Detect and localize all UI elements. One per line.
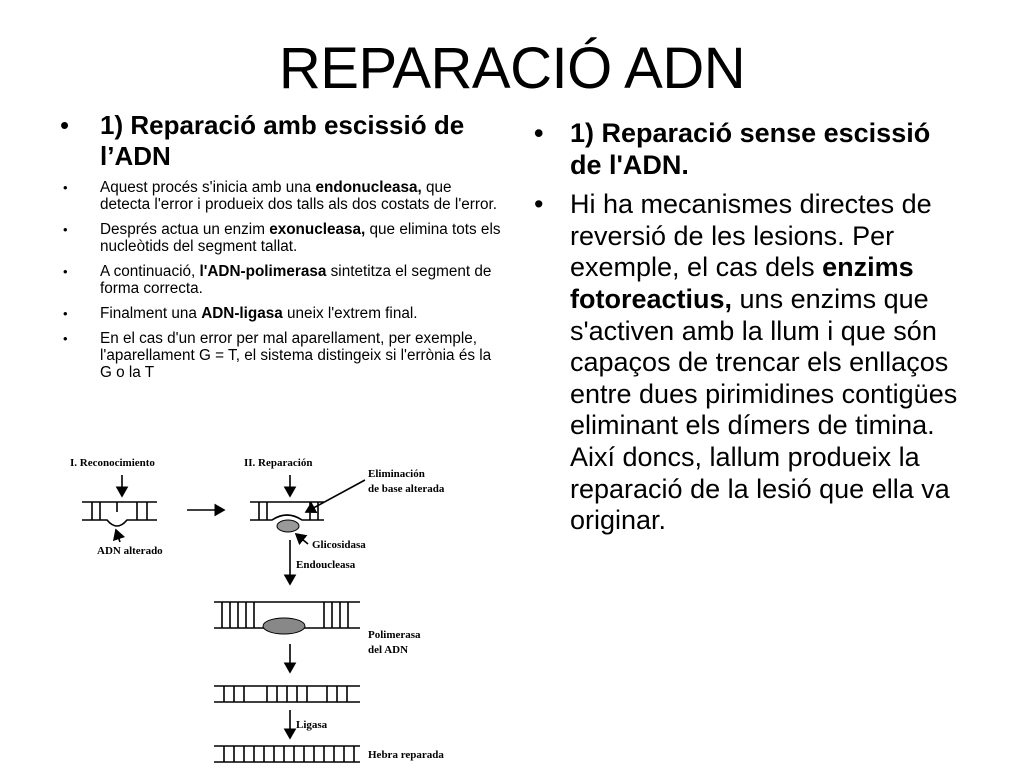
right-heading: • 1) Reparació sense escissió de l'ADN.	[534, 118, 964, 181]
list-item: • Aquest procés s'inicia amb una endonucleasa, que detecta l'error i produeix dos talls als dos costats de l'error.	[60, 179, 505, 213]
left-heading: • 1) Reparació amb escissió de l’ADN	[60, 110, 505, 172]
slide-title: REPARACIÓ ADN	[278, 36, 746, 101]
list-item: • En el cas d'un error per mal aparellament, per exemple, l'aparellament G = T, el sistema distingeix si l'errònia és la G o la T	[60, 330, 505, 381]
label-step2: II. Reparación	[244, 457, 313, 469]
label-hebra: Hebra reparada	[368, 749, 444, 761]
label-endonucleasa: Endoucleasa	[296, 559, 356, 571]
label-elim2: de base alterada	[368, 483, 445, 495]
list-item: • A continuació, l'ADN-polimerasa sintetitza el segment de forma correcta.	[60, 263, 505, 297]
left-column	[60, 110, 505, 389]
step-list	[60, 179, 505, 381]
label-polimerasa2: del ADN	[368, 644, 409, 656]
label-step1: I. Reconocimiento	[70, 457, 155, 469]
label-adn-alterado: ADN alterado	[97, 545, 163, 557]
right-body: • Hi ha mecanismes directes de reversió de les lesions. Per exemple, el cas dels enzims fotoreactius, uns enzims que s'activen amb la llum i que són capaços de trencar els enllaços entre dues pirimidines contigües eliminant els dímers de timina. Així doncs, lallum produeix la reparació de la lesió que ella va originar.	[534, 189, 964, 537]
list-item: • Finalment una ADN-ligasa uneix l'extrem final.	[60, 305, 505, 322]
label-glicosidasa: Glicosidasa	[312, 539, 366, 551]
dna-repair-diagram	[62, 450, 482, 768]
list-item: • Després actua un enzim exonucleasa, que elimina tots els nucleòtids del segment tallat.	[60, 221, 505, 255]
right-column	[534, 118, 964, 537]
label-ligasa: Ligasa	[296, 719, 328, 731]
label-polimerasa1: Polimerasa	[368, 629, 421, 641]
label-elim1: Eliminación	[368, 468, 425, 480]
